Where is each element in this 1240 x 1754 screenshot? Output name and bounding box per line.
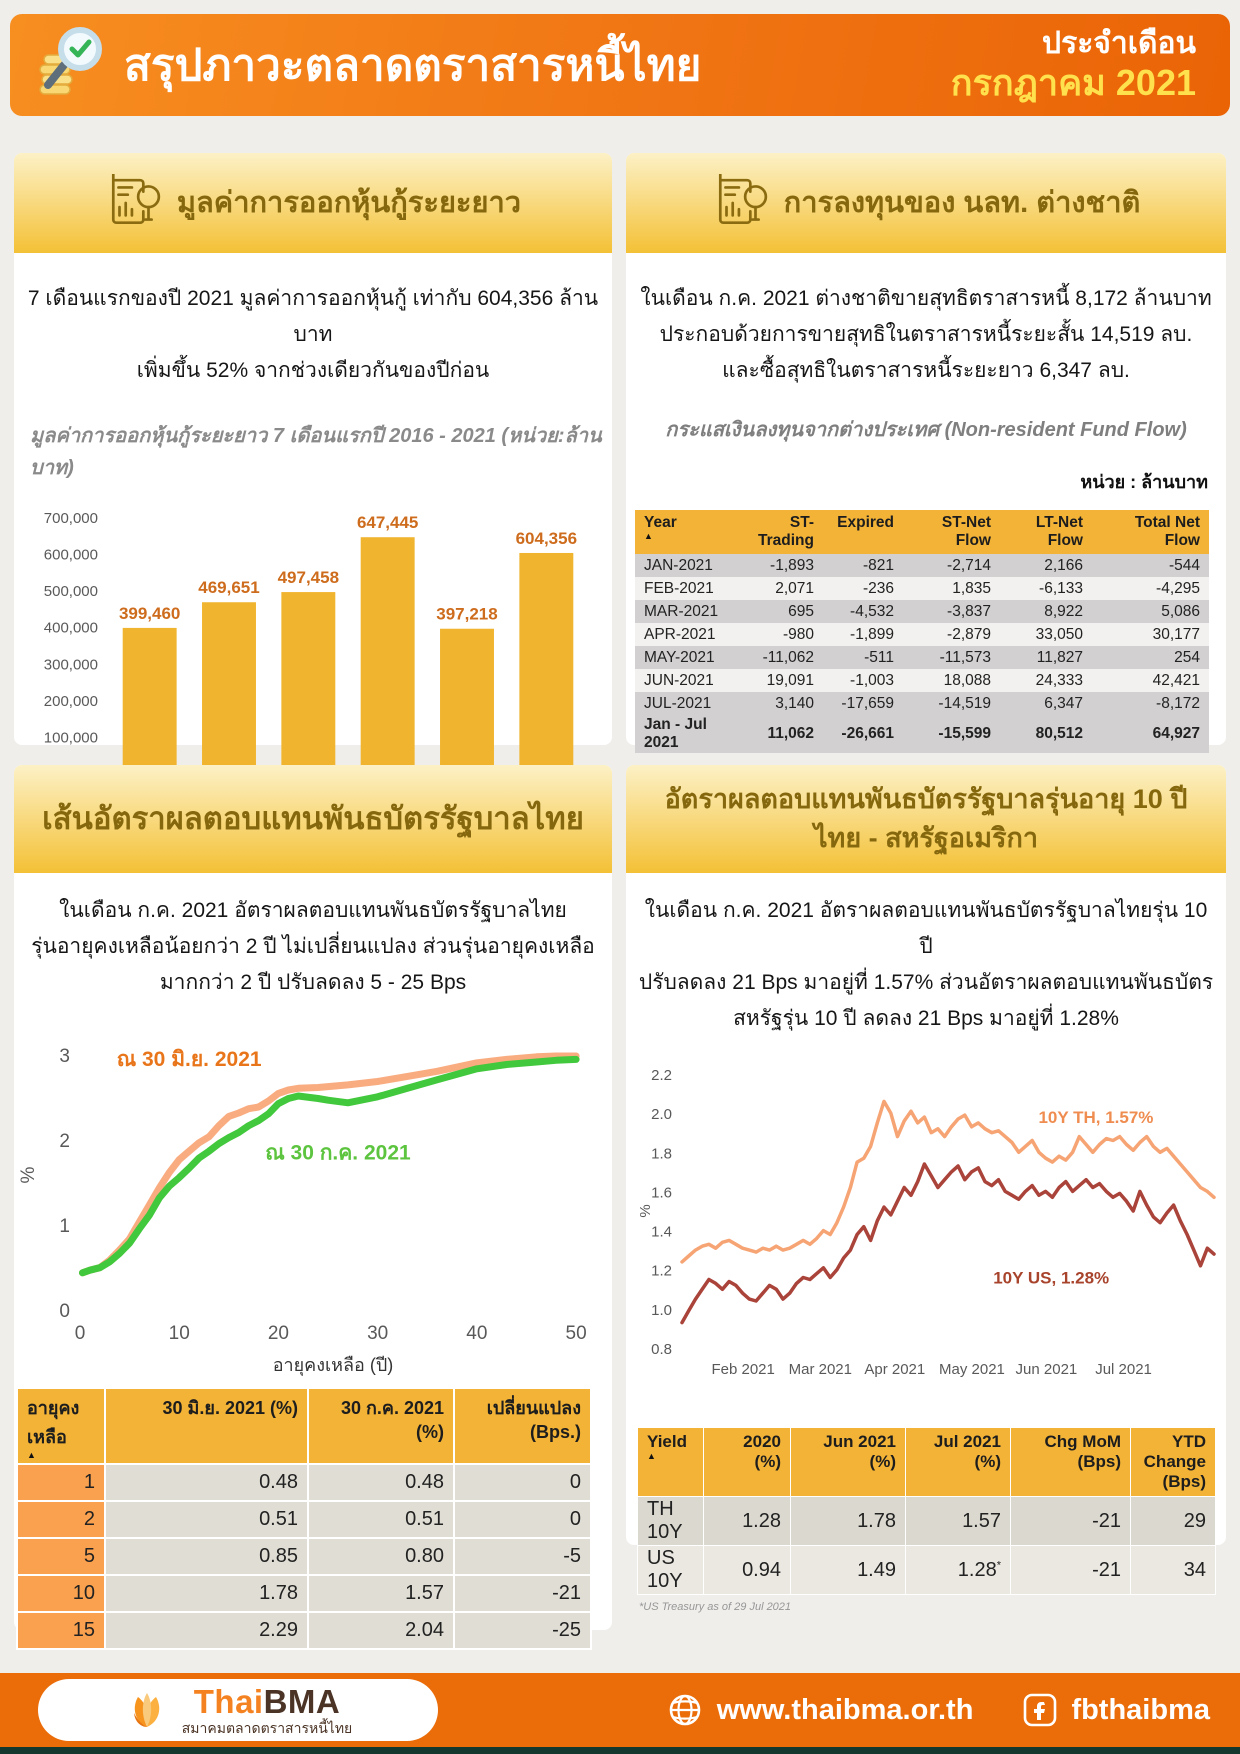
- table-cell: 42,421: [1092, 669, 1209, 692]
- table-cell: -11,062: [737, 646, 823, 669]
- panel-fundflow: [626, 153, 1226, 752]
- page-title: สรุปภาวะตลาดตราสารหนี้ไทย: [124, 41, 702, 90]
- y-tick-label: 1.6: [651, 1184, 672, 1202]
- table-cell: 1,835: [903, 577, 1000, 600]
- th-us-title-line1: อัตราผลตอบแทนพันธบัตรรัฐบาลรุ่นอายุ 10 ปี: [664, 783, 1188, 814]
- table-cell: -2,879: [903, 623, 1000, 646]
- table-cell: 18,088: [903, 669, 1000, 692]
- issuance-summary-line1: 7 เดือนแรกของปี 2021 มูลค่าการออกหุ้นกู้ เท่ากับ 604,356 ล้านบาท: [27, 287, 599, 347]
- th-us-summary-line1: ในเดือน ก.ค. 2021 อัตราผลตอบแทนพันธบัตรรัฐบาลไทยรุ่น 10 ปี: [644, 899, 1208, 959]
- table-cell: JUN-2021: [635, 669, 737, 692]
- table-cell: 254: [1092, 646, 1209, 669]
- table-row: [635, 692, 1209, 715]
- table-cell: -2,714: [903, 554, 1000, 577]
- sort-ascending-icon: ▲: [644, 531, 653, 542]
- table-cell: -4,295: [1092, 577, 1209, 600]
- column-header[interactable]: Chg MoM (Bps): [1011, 1428, 1131, 1497]
- bar-value-label: 469,651: [198, 578, 260, 598]
- table-cell: -15,599: [903, 715, 1000, 753]
- table-header-row: [635, 510, 1209, 554]
- column-header[interactable]: 2020 (%): [704, 1428, 791, 1497]
- column-header[interactable]: 30 มิ.ย. 2021 (%): [105, 1388, 308, 1464]
- table-row: [638, 1546, 1216, 1595]
- table-cell: 10: [17, 1575, 105, 1612]
- table-cell: -1,899: [823, 623, 903, 646]
- table-cell: 0: [454, 1464, 591, 1501]
- y-axis-label: %: [18, 1166, 39, 1184]
- table-cell: -1,003: [823, 669, 903, 692]
- table-cell: 0.51: [308, 1501, 454, 1538]
- period-label: ประจำเดือน: [1042, 27, 1196, 61]
- table-cell: -17,659: [823, 692, 903, 715]
- column-header[interactable]: Yield ▲: [638, 1428, 704, 1497]
- table-row: [17, 1501, 591, 1538]
- table-row: [635, 646, 1209, 669]
- fundflow-table-title: กระแสเงินลงทุนจากต่างประเทศ (Non-resident Fund Flow): [665, 419, 1187, 442]
- magnifier-coins-icon: [32, 23, 116, 107]
- table-cell: 29: [1131, 1497, 1216, 1546]
- column-header[interactable]: เปลี่ยนแปลง (Bps.): [454, 1388, 591, 1464]
- tenor-table: [16, 1387, 592, 1650]
- table-cell: 1.28: [704, 1497, 791, 1546]
- table-row: [638, 1497, 1216, 1546]
- column-header[interactable]: 30 ก.ค. 2021 (%): [308, 1388, 454, 1464]
- table-cell: -11,573: [903, 646, 1000, 669]
- x-tick-label: 30: [367, 1323, 389, 1345]
- table-cell: 2.04: [308, 1612, 454, 1649]
- column-header[interactable]: YTD Change (Bps): [1131, 1428, 1216, 1497]
- y-tick-label: 1.8: [651, 1145, 672, 1163]
- logo-bma: BMA: [263, 1683, 341, 1720]
- table-cell: -3,837: [903, 600, 1000, 623]
- column-header[interactable]: Jun 2021 (%): [791, 1428, 906, 1497]
- bar: [202, 603, 256, 775]
- panel-yield-curve-title: เส้นอัตราผลตอบแทนพันธบัตรรัฐบาลไทย: [42, 800, 584, 836]
- table-cell: 3,140: [737, 692, 823, 715]
- logo-subtitle: สมาคมตลาดตราสารหนี้ไทย: [181, 1720, 353, 1736]
- table-row: [17, 1612, 591, 1649]
- y-tick-label: 400,000: [43, 620, 98, 638]
- table-cell: 1.78: [105, 1575, 308, 1612]
- table-cell: 6,347: [1000, 692, 1092, 715]
- table-cell: -4,532: [823, 600, 903, 623]
- column-header[interactable]: Jul 2021 (%): [906, 1428, 1011, 1497]
- page-footer: [0, 1673, 1240, 1747]
- th-us-title-line2: ไทย - สหรัฐอเมริกา: [813, 823, 1039, 853]
- website-link[interactable]: www.thaibma.or.th: [716, 1693, 974, 1726]
- footer-links: [667, 1692, 1210, 1728]
- table-cell: 8,922: [1000, 600, 1092, 623]
- table-cell: 11,062: [737, 715, 823, 753]
- line-series: [83, 1060, 577, 1273]
- table-cell: -14,519: [903, 692, 1000, 715]
- table-header-row: [17, 1388, 591, 1464]
- bar-value-label: 647,445: [356, 513, 419, 533]
- table-cell: -236: [823, 577, 903, 600]
- table-row: [635, 554, 1209, 577]
- table-cell: 33,050: [1000, 623, 1092, 646]
- issuance-chart-title: มูลค่าการออกหุ้นกู้ระยะยาว 7 เดือนแรกปี 2016 - 2021 (หน่วย:ล้านบาท): [30, 425, 602, 480]
- y-tick-label: 2.0: [651, 1106, 672, 1124]
- table-cell: 34: [1131, 1546, 1216, 1595]
- table-row: [17, 1575, 591, 1612]
- x-tick-label: 0: [74, 1323, 86, 1345]
- panel-yield-curve-header: [14, 765, 612, 873]
- table-cell: FEB-2021: [635, 577, 737, 600]
- table-cell: 2,071: [737, 577, 823, 600]
- th-us-10y-line-chart: [634, 1057, 1220, 1387]
- table-cell: APR-2021: [635, 623, 737, 646]
- th-us-summary-line3: สหรัฐรุ่น 10 ปี ลดลง 21 Bps มาอยู่ที่ 1.28%: [733, 1007, 1119, 1031]
- fundflow-summary-line3: และซื้อสุทธิในตราสารหนี้ระยะยาว 6,347 ลบ.: [722, 359, 1130, 383]
- table-cell: 30,177: [1092, 623, 1209, 646]
- column-header[interactable]: Year ▲: [635, 510, 737, 554]
- fundflow-summary: [626, 281, 1226, 389]
- bar-value-label: 397,218: [436, 605, 498, 625]
- fundflow-unit-label: หน่วย : ล้านบาท: [1080, 472, 1208, 493]
- report-magnifier-icon: [105, 174, 163, 232]
- facebook-link[interactable]: fbthaibma: [1071, 1693, 1210, 1726]
- period-block: [951, 27, 1230, 103]
- panel-th-us-10y: [626, 765, 1226, 1614]
- table-cell: 80,512: [1000, 715, 1092, 753]
- y-tick-label: 1.0: [651, 1302, 672, 1320]
- y-tick-label: 1.4: [651, 1224, 672, 1242]
- yield-curve-summary-line3: มากกว่า 2 ปี ปรับลดลง 5 - 25 Bps: [159, 971, 467, 995]
- table-cell: 2,166: [1000, 554, 1092, 577]
- y-tick-label: 100,000: [43, 729, 98, 747]
- table-cell: 19,091: [737, 669, 823, 692]
- x-tick-label: Jun 2021: [1015, 1361, 1078, 1379]
- table-cell: -511: [823, 646, 903, 669]
- table-cell: 1.57: [906, 1497, 1011, 1546]
- y-tick-label: 1.2: [651, 1263, 672, 1281]
- column-header[interactable]: ST-Trading: [737, 510, 823, 554]
- column-header[interactable]: LT-Net Flow: [1000, 510, 1092, 554]
- y-tick-label: 2.2: [651, 1067, 672, 1085]
- table-cell: 5: [17, 1538, 105, 1575]
- panel-th-us-10y-header: [626, 765, 1226, 873]
- bar: [123, 628, 177, 774]
- series-label: ณ 30 มิ.ย. 2021: [116, 1048, 262, 1072]
- facebook-icon: [1023, 1693, 1057, 1727]
- table-cell: 64,927: [1092, 715, 1209, 753]
- x-axis-label: อายุคงเหลือ (ปี): [272, 1355, 394, 1376]
- y-tick-label: 300,000: [43, 656, 98, 674]
- fundflow-summary-line2: ประกอบด้วยการขายสุทธิในตราสารหนี้ระยะสั้น 14,519 ลบ.: [659, 323, 1193, 347]
- sort-ascending-icon: ▲: [27, 1450, 36, 1461]
- bar: [440, 629, 494, 774]
- table-cell: -5: [454, 1538, 591, 1575]
- fundflow-summary-line1: ในเดือน ก.ค. 2021 ต่างชาติขายสุทธิตราสารหนี้ 8,172 ล้านบาท: [640, 287, 1212, 310]
- y-axis-label: %: [637, 1204, 654, 1219]
- table-cell: 5,086: [1092, 600, 1209, 623]
- column-header[interactable]: Total Net Flow: [1092, 510, 1209, 554]
- yield-curve-line-chart: [18, 1015, 608, 1377]
- table-cell: 1.49: [791, 1546, 906, 1595]
- table-cell: 1.78: [791, 1497, 906, 1546]
- table-cell: -821: [823, 554, 903, 577]
- x-tick-label: Apr 2021: [864, 1361, 926, 1379]
- bar: [281, 592, 335, 774]
- column-header[interactable]: ST-Net Flow: [903, 510, 1000, 554]
- y-tick-label: 3: [59, 1046, 70, 1068]
- y-tick-label: 0: [59, 1301, 70, 1323]
- table-cell: -544: [1092, 554, 1209, 577]
- y-tick-label: 500,000: [43, 583, 98, 601]
- th-us-summary-line2: ปรับลดลง 21 Bps มาอยู่ที่ 1.57% ส่วนอัตราผลตอบแทนพันธบัตร: [638, 971, 1214, 995]
- logo-thai: Thai: [193, 1683, 264, 1720]
- panel-th-us-10y-title: [665, 780, 1188, 858]
- y-tick-label: 0.8: [651, 1341, 672, 1359]
- table-cell: MAR-2021: [635, 600, 737, 623]
- x-tick-label: Jul 2021: [1095, 1361, 1152, 1379]
- panel-yield-curve: [14, 765, 612, 1642]
- bar: [361, 538, 415, 775]
- table-cell: 1.57: [308, 1575, 454, 1612]
- x-tick-label: 10: [168, 1323, 190, 1345]
- x-tick-label: Mar 2021: [788, 1361, 853, 1379]
- table-row: [635, 669, 1209, 692]
- table-cell: 24,333: [1000, 669, 1092, 692]
- table-cell: Jan - Jul 2021: [635, 715, 737, 753]
- table-cell: -21: [1011, 1546, 1131, 1595]
- period-value: กรกฎาคม 2021: [950, 61, 1196, 103]
- x-tick-label: 20: [267, 1323, 290, 1345]
- table-cell: JAN-2021: [635, 554, 737, 577]
- series-label: 10Y TH, 1.57%: [1038, 1108, 1154, 1128]
- thaibma-logo[interactable]: [38, 1679, 438, 1741]
- fundflow-table: [635, 510, 1209, 753]
- yield-curve-summary-line1: ในเดือน ก.ค. 2021 อัตราผลตอบแทนพันธบัตรรัฐบาลไทย: [59, 899, 567, 922]
- series-label: ณ 30 ก.ค. 2021: [265, 1142, 411, 1166]
- table-row: [17, 1538, 591, 1575]
- table-cell: 1.28*: [906, 1546, 1011, 1595]
- table-row: [635, 600, 1209, 623]
- bar: [519, 553, 573, 774]
- table-row: [17, 1464, 591, 1501]
- table-cell: 0.48: [105, 1464, 308, 1501]
- x-tick-label: Feb 2021: [711, 1361, 775, 1379]
- panel-fundflow-title: การลงทุนของ นลท. ต่างชาติ: [783, 186, 1141, 219]
- table-row: [635, 623, 1209, 646]
- lotus-icon: [124, 1687, 170, 1733]
- y-tick-label: 1: [59, 1216, 70, 1238]
- yield-10y-table: [637, 1427, 1216, 1595]
- table-cell: 15: [17, 1612, 105, 1649]
- table-cell: -26,661: [823, 715, 903, 753]
- table-cell: MAY-2021: [635, 646, 737, 669]
- table-cell: 0.51: [105, 1501, 308, 1538]
- column-header[interactable]: อายุคงเหลือ ▲: [17, 1388, 105, 1464]
- table-cell: -6,133: [1000, 577, 1092, 600]
- table-cell: 1: [17, 1464, 105, 1501]
- report-magnifier-icon: [712, 174, 770, 232]
- table-cell: -25: [454, 1612, 591, 1649]
- table-cell: JUL-2021: [635, 692, 737, 715]
- table-cell: US 10Y: [638, 1546, 704, 1595]
- y-tick-label: 2: [59, 1131, 70, 1153]
- issuance-summary-line2: เพิ่มขึ้น 52% จากช่วงเดียวกันของปีก่อน: [136, 359, 490, 383]
- y-tick-label: 700,000: [43, 510, 98, 528]
- logo-text-block: [182, 1685, 353, 1735]
- series-label: 10Y US, 1.28%: [993, 1268, 1110, 1288]
- line-series: [682, 1164, 1214, 1323]
- table-cell: -21: [454, 1575, 591, 1612]
- table-header-row: [638, 1428, 1216, 1497]
- column-header[interactable]: Expired: [823, 510, 903, 554]
- panel-issuance: [14, 153, 612, 745]
- globe-icon: [667, 1692, 703, 1728]
- us-treasury-footnote: *US Treasury as of 29 Jul 2021: [639, 1601, 792, 1614]
- bar-value-label: 497,458: [277, 568, 340, 588]
- table-cell: 11,827: [1000, 646, 1092, 669]
- panel-fundflow-header: [626, 153, 1226, 253]
- x-tick-label: 50: [565, 1323, 587, 1345]
- panel-issuance-title: มูลค่าการออกหุ้นกู้ระยะยาว: [176, 186, 522, 219]
- table-cell: -8,172: [1092, 692, 1209, 715]
- x-tick-label: 40: [466, 1323, 488, 1345]
- sort-ascending-icon: ▲: [647, 1451, 656, 1462]
- yield-curve-summary: [14, 893, 612, 1001]
- panel-issuance-header: [14, 153, 612, 253]
- table-cell: 695: [737, 600, 823, 623]
- page-header: [10, 14, 1230, 116]
- table-cell: -980: [737, 623, 823, 646]
- yield-curve-summary-line2: รุ่นอายุคงเหลือน้อยกว่า 2 ปี ไม่เปลี่ยนแปลง ส่วนรุ่นอายุคงเหลือ: [31, 935, 595, 959]
- bar-value-label: 604,356: [515, 529, 578, 549]
- th-us-summary: [626, 893, 1226, 1037]
- y-tick-label: 600,000: [43, 546, 98, 564]
- issuance-summary: [14, 281, 612, 389]
- table-cell: -21: [1011, 1497, 1131, 1546]
- table-cell: 0.80: [308, 1538, 454, 1575]
- table-cell: 2: [17, 1501, 105, 1538]
- table-cell: 0.48: [308, 1464, 454, 1501]
- bar-value-label: 399,460: [118, 604, 181, 624]
- table-cell: -1,893: [737, 554, 823, 577]
- y-tick-label: 200,000: [43, 693, 98, 711]
- table-cell: 2.29: [105, 1612, 308, 1649]
- bottom-strip: [0, 1747, 1240, 1754]
- table-row: [635, 715, 1209, 753]
- table-cell: 0: [454, 1501, 591, 1538]
- table-cell: 0.94: [704, 1546, 791, 1595]
- table-cell: TH 10Y: [638, 1497, 704, 1546]
- logo-wordmark: [182, 1685, 353, 1718]
- table-cell: 0.85: [105, 1538, 308, 1575]
- x-tick-label: May 2021: [939, 1361, 1005, 1379]
- table-row: [635, 577, 1209, 600]
